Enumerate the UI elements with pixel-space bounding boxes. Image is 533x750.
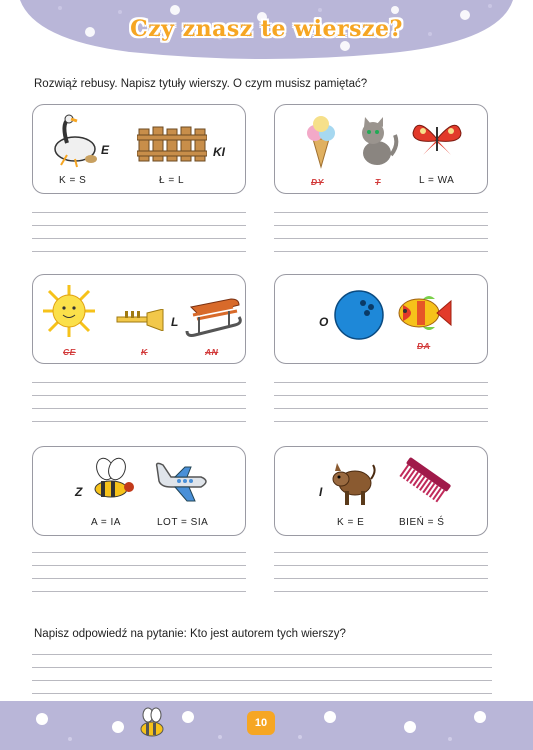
page-number: 10: [247, 711, 275, 735]
rebus-card-4: [274, 274, 488, 364]
rebus-6-label-1: K = E: [337, 517, 365, 528]
rebus-card-3: [32, 274, 246, 364]
answer-lines-5: [32, 540, 246, 592]
rebus-card-2: [274, 104, 488, 194]
instruction-text: Rozwiąż rebusy. Napisz tytuły wierszy. O czym musisz pamiętać?: [34, 78, 368, 90]
fish-picture: [395, 293, 453, 333]
bowling-ball-picture: [333, 289, 385, 341]
rebus-3-strike-3: AN: [205, 347, 219, 357]
rebus-5-label-2: LOT = SIA: [157, 517, 209, 528]
rebus-1-label-2: Ł = L: [159, 175, 185, 186]
rebus-4-letter-o: O: [319, 315, 329, 329]
comb-picture: [393, 455, 455, 507]
bee-icon: [136, 707, 170, 741]
rebus-3-strike-2: K: [141, 347, 148, 357]
goose-picture: [47, 113, 110, 169]
rebus-3-letter-l: L: [171, 315, 179, 329]
rebus-5-letter-z: Z: [75, 485, 83, 499]
rebus-3-strike-1: CE: [63, 347, 76, 357]
rebus-card-5: [32, 446, 246, 536]
rebus-5-label-1: A = IA: [91, 517, 121, 528]
cat-picture: [355, 115, 399, 169]
airplane-picture: [151, 457, 213, 507]
rebus-card-1: [32, 104, 246, 194]
fence-picture: [137, 121, 207, 163]
rebus-card-6: [274, 446, 488, 536]
question-text: Napisz odpowiedź na pytanie: Kto jest autorem tych wierszy?: [34, 628, 346, 640]
answer-lines-final: [32, 642, 492, 694]
answer-lines-4: [274, 370, 488, 422]
butterfly-picture: [409, 119, 465, 159]
rebus-2-strike-2: T: [375, 177, 381, 187]
rebus-1-label-1: K = S: [59, 175, 87, 186]
rebus-6-letter-i: I: [319, 485, 323, 499]
header-banner: [0, 0, 533, 62]
page-title: Czy znasz te wiersze?: [130, 16, 403, 42]
rebus-1-letters-ki: KI: [213, 145, 225, 159]
answer-lines-2: [274, 200, 488, 252]
ice-cream-picture: [303, 115, 339, 169]
answer-lines-3: [32, 370, 246, 422]
trumpet-picture: [115, 309, 171, 331]
bee-picture: [87, 457, 135, 505]
sun-picture: [39, 283, 99, 339]
rebus-6-label-2: BIEŃ = Ś: [399, 517, 445, 528]
boar-picture: [331, 457, 377, 509]
rebus-2-strike-1: DY: [311, 177, 324, 187]
rebus-4-strike-1: DA: [417, 341, 431, 351]
answer-lines-6: [274, 540, 488, 592]
rebus-2-label-1: L = WA: [419, 175, 455, 186]
rebus-1-letter-e: E: [101, 143, 110, 157]
sled-picture: [185, 293, 243, 339]
answer-lines-1: [32, 200, 246, 252]
